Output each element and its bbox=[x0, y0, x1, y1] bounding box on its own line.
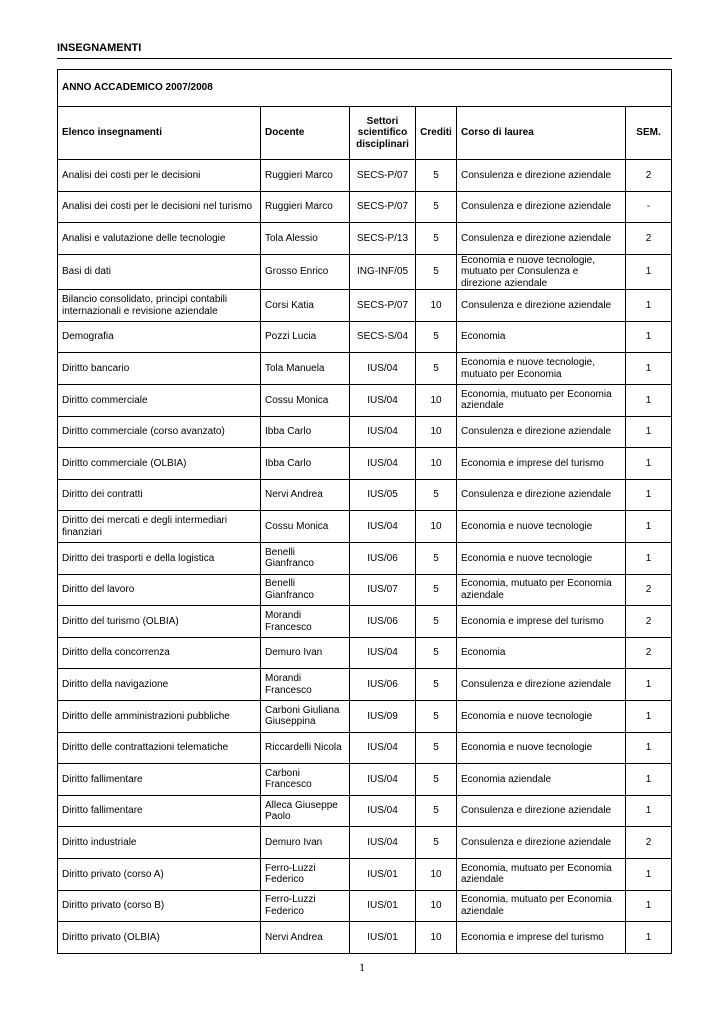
semester-cell: 1 bbox=[626, 890, 672, 922]
semester-cell: 1 bbox=[626, 795, 672, 827]
sector-cell: IUS/01 bbox=[350, 890, 416, 922]
header-rule bbox=[57, 58, 672, 59]
table-row bbox=[58, 922, 672, 954]
column-header-credits: Crediti bbox=[416, 107, 457, 160]
course-cell: Diritto delle contrattazioni telematiche bbox=[58, 732, 261, 764]
sector-cell: IUS/04 bbox=[350, 385, 416, 417]
teacher-cell: Riccardelli Nicola bbox=[261, 732, 350, 764]
credits-cell: 5 bbox=[416, 191, 457, 223]
degree-cell: Economia e nuove tecnologie, mutuato per Economia bbox=[457, 353, 626, 385]
semester-cell: 1 bbox=[626, 764, 672, 796]
semester-cell: 1 bbox=[626, 669, 672, 701]
semester-cell: 2 bbox=[626, 606, 672, 638]
teacher-cell: Carboni Francesco bbox=[261, 764, 350, 796]
sector-cell: IUS/01 bbox=[350, 858, 416, 890]
credits-cell: 5 bbox=[416, 479, 457, 511]
semester-cell: - bbox=[626, 191, 672, 223]
degree-cell: Consulenza e direzione aziendale bbox=[457, 827, 626, 859]
course-cell: Diritto privato (corso B) bbox=[58, 890, 261, 922]
degree-cell: Consulenza e direzione aziendale bbox=[457, 479, 626, 511]
degree-cell: Economia aziendale bbox=[457, 764, 626, 796]
credits-cell: 5 bbox=[416, 795, 457, 827]
degree-cell: Economia bbox=[457, 321, 626, 353]
course-cell: Diritto dei contratti bbox=[58, 479, 261, 511]
teacher-cell: Cossu Monica bbox=[261, 511, 350, 543]
table-row bbox=[58, 385, 672, 417]
semester-cell: 1 bbox=[626, 479, 672, 511]
credits-cell: 10 bbox=[416, 385, 457, 417]
teacher-cell: Nervi Andrea bbox=[261, 922, 350, 954]
semester-cell: 1 bbox=[626, 511, 672, 543]
sector-cell: IUS/04 bbox=[350, 764, 416, 796]
teacher-cell: Ferro-Luzzi Federico bbox=[261, 858, 350, 890]
credits-cell: 10 bbox=[416, 858, 457, 890]
column-header-semester: SEM. bbox=[626, 107, 672, 160]
sector-cell: IUS/07 bbox=[350, 574, 416, 606]
table-row bbox=[58, 321, 672, 353]
degree-cell: Economia e nuove tecnologie bbox=[457, 732, 626, 764]
table-row bbox=[58, 858, 672, 890]
column-header-teacher: Docente bbox=[261, 107, 350, 160]
sector-cell: IUS/04 bbox=[350, 511, 416, 543]
course-cell: Diritto bancario bbox=[58, 353, 261, 385]
credits-cell: 5 bbox=[416, 321, 457, 353]
sector-cell: IUS/04 bbox=[350, 732, 416, 764]
semester-cell: 1 bbox=[626, 353, 672, 385]
column-header-course: Elenco insegnamenti bbox=[58, 107, 261, 160]
table-row bbox=[58, 574, 672, 606]
course-cell: Diritto delle amministrazioni pubbliche bbox=[58, 701, 261, 733]
degree-cell: Consulenza e direzione aziendale bbox=[457, 223, 626, 255]
credits-cell: 5 bbox=[416, 732, 457, 764]
table-row bbox=[58, 827, 672, 859]
table-row bbox=[58, 606, 672, 638]
sector-cell: IUS/06 bbox=[350, 543, 416, 575]
semester-cell: 1 bbox=[626, 448, 672, 480]
course-cell: Diritto del lavoro bbox=[58, 574, 261, 606]
course-cell: Diritto della concorrenza bbox=[58, 637, 261, 669]
teacher-cell: Corsi Katia bbox=[261, 290, 350, 322]
credits-cell: 5 bbox=[416, 254, 457, 290]
teacher-cell: Morandi Francesco bbox=[261, 606, 350, 638]
credits-cell: 5 bbox=[416, 764, 457, 796]
sector-cell: SECS-P/13 bbox=[350, 223, 416, 255]
sector-cell: IUS/06 bbox=[350, 606, 416, 638]
degree-cell: Economia e imprese del turismo bbox=[457, 606, 626, 638]
course-cell: Analisi dei costi per le decisioni bbox=[58, 160, 261, 192]
semester-cell: 2 bbox=[626, 574, 672, 606]
course-cell: Basi di dati bbox=[58, 254, 261, 290]
teacher-cell: Benelli Gianfranco bbox=[261, 574, 350, 606]
sector-cell: SECS-P/07 bbox=[350, 160, 416, 192]
table-row bbox=[58, 795, 672, 827]
table-body bbox=[58, 160, 672, 954]
sector-cell: IUS/09 bbox=[350, 701, 416, 733]
teacher-cell: Nervi Andrea bbox=[261, 479, 350, 511]
column-header-sector: Settori scientifico disciplinari bbox=[350, 107, 416, 160]
degree-cell: Economia, mutuato per Economia aziendale bbox=[457, 574, 626, 606]
semester-cell: 1 bbox=[626, 416, 672, 448]
teacher-cell: Ibba Carlo bbox=[261, 448, 350, 480]
semester-cell: 1 bbox=[626, 732, 672, 764]
course-cell: Diritto dei mercati e degli intermediari finanziari bbox=[58, 511, 261, 543]
credits-cell: 10 bbox=[416, 290, 457, 322]
teacher-cell: Ruggieri Marco bbox=[261, 191, 350, 223]
teacher-cell: Benelli Gianfranco bbox=[261, 543, 350, 575]
course-cell: Analisi e valutazione delle tecnologie bbox=[58, 223, 261, 255]
teacher-cell: Cossu Monica bbox=[261, 385, 350, 417]
sector-cell: IUS/04 bbox=[350, 448, 416, 480]
credits-cell: 10 bbox=[416, 922, 457, 954]
course-cell: Diritto privato (OLBIA) bbox=[58, 922, 261, 954]
table-row bbox=[58, 732, 672, 764]
courses-table bbox=[57, 69, 672, 954]
semester-cell: 2 bbox=[626, 160, 672, 192]
sector-cell: IUS/04 bbox=[350, 416, 416, 448]
semester-cell: 2 bbox=[626, 223, 672, 255]
teacher-cell: Tola Manuela bbox=[261, 353, 350, 385]
course-cell: Diritto commerciale (OLBIA) bbox=[58, 448, 261, 480]
sector-cell: IUS/04 bbox=[350, 827, 416, 859]
teacher-cell: Grosso Enrico bbox=[261, 254, 350, 290]
table-row bbox=[58, 191, 672, 223]
table-row bbox=[58, 764, 672, 796]
credits-cell: 5 bbox=[416, 160, 457, 192]
degree-cell: Economia bbox=[457, 637, 626, 669]
credits-cell: 5 bbox=[416, 637, 457, 669]
sector-cell: IUS/01 bbox=[350, 922, 416, 954]
teacher-cell: Ferro-Luzzi Federico bbox=[261, 890, 350, 922]
sector-cell: SECS-S/04 bbox=[350, 321, 416, 353]
teacher-cell: Carboni Giuliana Giuseppina bbox=[261, 701, 350, 733]
academic-year-heading: ANNO ACCADEMICO 2007/2008 bbox=[58, 70, 672, 107]
table-row bbox=[58, 353, 672, 385]
sector-cell: ING-INF/05 bbox=[350, 254, 416, 290]
sector-cell: IUS/06 bbox=[350, 669, 416, 701]
course-cell: Diritto privato (corso A) bbox=[58, 858, 261, 890]
degree-cell: Consulenza e direzione aziendale bbox=[457, 191, 626, 223]
credits-cell: 5 bbox=[416, 574, 457, 606]
degree-cell: Consulenza e direzione aziendale bbox=[457, 290, 626, 322]
sector-cell: IUS/04 bbox=[350, 795, 416, 827]
credits-cell: 5 bbox=[416, 543, 457, 575]
course-cell: Demografia bbox=[58, 321, 261, 353]
semester-cell: 1 bbox=[626, 701, 672, 733]
degree-cell: Consulenza e direzione aziendale bbox=[457, 795, 626, 827]
teacher-cell: Demuro Ivan bbox=[261, 827, 350, 859]
table-row bbox=[58, 416, 672, 448]
page-number: 1 bbox=[359, 960, 365, 974]
page-title: INSEGNAMENTI bbox=[57, 42, 142, 54]
teacher-cell: Morandi Francesco bbox=[261, 669, 350, 701]
sector-cell: IUS/04 bbox=[350, 637, 416, 669]
semester-cell: 1 bbox=[626, 385, 672, 417]
semester-cell: 1 bbox=[626, 543, 672, 575]
credits-cell: 5 bbox=[416, 606, 457, 638]
semester-cell: 1 bbox=[626, 290, 672, 322]
sector-cell: SECS-P/07 bbox=[350, 191, 416, 223]
credits-cell: 10 bbox=[416, 890, 457, 922]
course-cell: Diritto dei trasporti e della logistica bbox=[58, 543, 261, 575]
degree-cell: Consulenza e direzione aziendale bbox=[457, 416, 626, 448]
credits-cell: 5 bbox=[416, 827, 457, 859]
column-header-degree: Corso di laurea bbox=[457, 107, 626, 160]
table-row bbox=[58, 223, 672, 255]
table-row bbox=[58, 479, 672, 511]
teacher-cell: Ruggieri Marco bbox=[261, 160, 350, 192]
course-cell: Bilancio consolidato, principi contabili internazionali e revisione aziendale bbox=[58, 290, 261, 322]
degree-cell: Economia e nuove tecnologie bbox=[457, 701, 626, 733]
semester-cell: 1 bbox=[626, 254, 672, 290]
credits-cell: 5 bbox=[416, 701, 457, 733]
course-cell: Diritto fallimentare bbox=[58, 795, 261, 827]
course-cell: Diritto industriale bbox=[58, 827, 261, 859]
teacher-cell: Demuro Ivan bbox=[261, 637, 350, 669]
table-row bbox=[58, 890, 672, 922]
credits-cell: 10 bbox=[416, 448, 457, 480]
table-row bbox=[58, 511, 672, 543]
course-cell: Diritto fallimentare bbox=[58, 764, 261, 796]
table-row bbox=[58, 448, 672, 480]
table-row bbox=[58, 669, 672, 701]
semester-cell: 1 bbox=[626, 321, 672, 353]
degree-cell: Economia e nuove tecnologie bbox=[457, 543, 626, 575]
course-cell: Diritto della navigazione bbox=[58, 669, 261, 701]
table-row bbox=[58, 290, 672, 322]
course-cell: Diritto commerciale bbox=[58, 385, 261, 417]
degree-cell: Economia e nuove tecnologie bbox=[457, 511, 626, 543]
credits-cell: 10 bbox=[416, 416, 457, 448]
course-cell: Diritto commerciale (corso avanzato) bbox=[58, 416, 261, 448]
teacher-cell: Alleca Giuseppe Paolo bbox=[261, 795, 350, 827]
credits-cell: 5 bbox=[416, 669, 457, 701]
semester-cell: 1 bbox=[626, 858, 672, 890]
table-row bbox=[58, 637, 672, 669]
semester-cell: 2 bbox=[626, 827, 672, 859]
degree-cell: Economia, mutuato per Economia aziendale bbox=[457, 858, 626, 890]
sector-cell: IUS/05 bbox=[350, 479, 416, 511]
degree-cell: Economia e imprese del turismo bbox=[457, 448, 626, 480]
degree-cell: Economia e imprese del turismo bbox=[457, 922, 626, 954]
teacher-cell: Pozzi Lucia bbox=[261, 321, 350, 353]
semester-cell: 2 bbox=[626, 637, 672, 669]
teacher-cell: Tola Alessio bbox=[261, 223, 350, 255]
table-row bbox=[58, 543, 672, 575]
course-cell: Analisi dei costi per le decisioni nel turismo bbox=[58, 191, 261, 223]
credits-cell: 5 bbox=[416, 353, 457, 385]
degree-cell: Consulenza e direzione aziendale bbox=[457, 669, 626, 701]
degree-cell: Economia e nuove tecnologie, mutuato per Consulenza e direzione aziendale bbox=[457, 254, 626, 290]
teacher-cell: Ibba Carlo bbox=[261, 416, 350, 448]
course-cell: Diritto del turismo (OLBIA) bbox=[58, 606, 261, 638]
sector-cell: SECS-P/07 bbox=[350, 290, 416, 322]
semester-cell: 1 bbox=[626, 922, 672, 954]
degree-cell: Economia, mutuato per Economia aziendale bbox=[457, 385, 626, 417]
degree-cell: Economia, mutuato per Economia aziendale bbox=[457, 890, 626, 922]
table-row bbox=[58, 160, 672, 192]
credits-cell: 10 bbox=[416, 511, 457, 543]
sector-cell: IUS/04 bbox=[350, 353, 416, 385]
credits-cell: 5 bbox=[416, 223, 457, 255]
degree-cell: Consulenza e direzione aziendale bbox=[457, 160, 626, 192]
table-row bbox=[58, 701, 672, 733]
table-row bbox=[58, 254, 672, 290]
